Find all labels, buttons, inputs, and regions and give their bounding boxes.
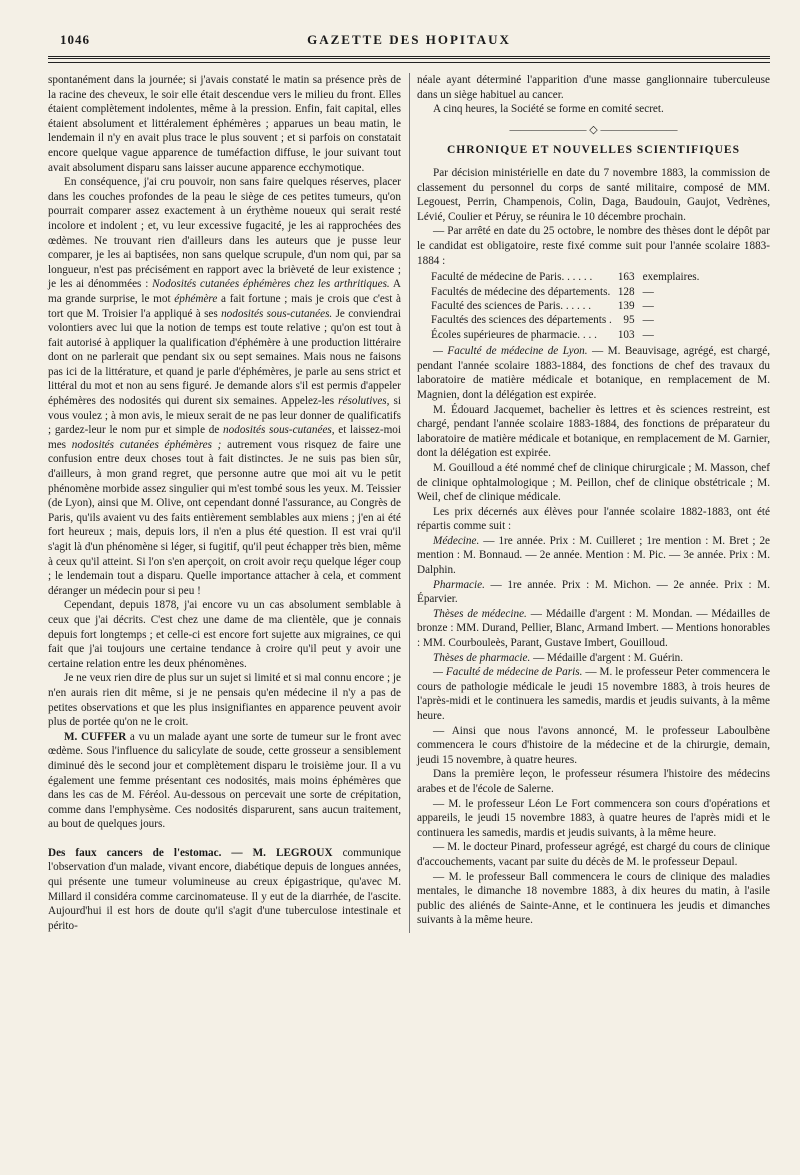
faculty-num: 103: [617, 328, 635, 341]
faculty-unit: —: [642, 299, 654, 312]
divider-ornament: ——————— ◇ ———————: [509, 123, 678, 136]
faculty-num: 139: [617, 299, 635, 312]
prize-item: Médecine. — 1re année. Prix : M. Cuilleret ; 1re mention : M. Bret ; 2e mention : M. Bonnaud. — 2e année. Mention : M. Pic. — 3e année. Prix : M. Dalphin.: [417, 534, 771, 577]
faculty-row: [431, 328, 705, 342]
news-item: — M. le professeur Léon Le Fort commencera son cours d'opérations et appareils, le jeudi 15 novembre 1883, à quatre heures de l'après midi et le continuera les samedis, mardis et jeudis suivants, à la même heure.: [417, 797, 770, 839]
faculty-unit: —: [642, 314, 654, 327]
columns: [48, 73, 770, 933]
term: Nodosités cutanées éphémères chez les arthritiques.: [152, 278, 390, 291]
faculty-row: [431, 285, 705, 299]
paragraph: spontanément dans la journée; si j'avais constaté le matin sa présence près de la racine des cheveux, le soir elle était descendue vers le milieu du front. Elles étaient complètement indolentes, même à la pression. Enfin, fait capital, elles étaient absolument et littéralement éphémères ; apparues un beau matin, le lendemain il n'y en avait plus trace le plus souvent ; et si parfois on constatait encore quelque vague apparence de tuméfaction diffuse, le jour suivant tout avait absolument disparu sans laisser aucune apparence ecchymotique.: [48, 74, 401, 174]
paragraph: A cinq heures, la Société se forme en comité secret.: [433, 103, 664, 116]
news-item: Par décision ministérielle en date du 7 novembre 1883, la commission de classement du personnel du corps de santé militaire, composé de MM. Legouest, Perrin, Champenois, Colin, Daga, Baudouin, Gaujot, Vedrènes, Lévié, Coulier et Péruy, se réunira le 10 décembre prochain.: [417, 166, 770, 223]
news-item: — M. le professeur Ball commencera le cours de clinique des maladies mentales, le dimanche 18 novembre 1883, à dix heures du matin, à l'asile public des aliénés de Sainte-Anne, et le continuera les jeudis et dimanches suivants à la même heure.: [417, 870, 770, 927]
prize-item: Thèses de pharmacie. — Médaille d'argent : M. Guérin.: [433, 651, 684, 664]
prize-item: Thèses de médecine. — Médaille d'argent : M. Mondan. — Médailles de bronze : MM. Durand, Pellier, Blanc, Armand Imbert. — Mentions honorables : MM. Courbouleès, Parant, Gustave Imbert, Gouilloud.: [417, 607, 770, 650]
faculty-num: 163: [617, 271, 635, 284]
faculty-row: [431, 299, 705, 313]
faculty-row: [431, 313, 705, 327]
speaker-name: M. CUFFER: [64, 730, 127, 743]
prize-item: Pharmacie. — 1re année. Prix : M. Michon. — 2e année. Prix : M. Éparvier.: [417, 578, 770, 606]
header-rule: [48, 56, 770, 63]
news-item: — Faculté de médecine de Paris. — M. le professeur Peter commencera le cours de pathologie médicale le jeudi 15 novembre 1883, à trois heures de l'après-midi et le continuera les samedis, mardis et jeudis suivants, à la même heure.: [417, 666, 771, 722]
paragraph: Cependant, depuis 1878, j'ai encore vu un cas absolument semblable à ceux que j'ai décrits. C'est chez une dame de ma clientèle, que je connais depuis fort longtemps ; et celle-ci est encore fort sujette aux migraines, ce qui fait que j'ai toujours une certaine tendance à croire qu'il peut y avoir une certaine relation entre les deux phénomènes.: [48, 599, 401, 670]
right-column: [417, 73, 770, 933]
journal-title: GAZETTE DES HOPITAUX: [307, 32, 511, 47]
news-item: — Faculté de médecine de Lyon. — M. Beauvisage, agrégé, est chargé, pendant l'année scolaire 1883-1884, des fonctions de chef des travaux du laboratoire de matière médicale et botanique, en remplacement de M. Magnien, dont la délégation est expirée.: [417, 345, 771, 401]
faculty-table: [431, 270, 705, 342]
running-header: [48, 28, 770, 50]
paragraph: Je ne veux rien dire de plus sur un sujet si limité et si mal connu encore ; je n'en aurais rien dit même, si je ne pensais qu'en médecine il n'y a pas de petites observations et que les plus insignifiantes en apparence peuvent avoir plus de portée qu'on ne le croit.: [48, 672, 401, 729]
faculty-unit: —: [642, 285, 654, 298]
faculty-unit: —: [642, 328, 654, 341]
speaker-name: — M. LEGROUX: [231, 846, 333, 859]
chronicle-heading: CHRONIQUE ET NOUVELLES SCIENTIFIQUES: [446, 144, 740, 157]
faculty-num: 128: [617, 285, 635, 298]
column-divider: [409, 73, 410, 933]
faculty-unit: exemplaires.: [642, 271, 700, 284]
faculty-name: Facultés des sciences des départements .: [431, 314, 612, 327]
news-item: M. Gouilloud a été nommé chef de clinique chirurgicale ; M. Masson, chef de clinique ophtalmologique ; M. Peillon, chef de clinique obstétricale ; M. Weil, chef de clinique médicale.: [417, 461, 770, 504]
faculty-name: Facultés de médecine des départements.: [431, 285, 611, 298]
section-heading: Des faux cancers de l'estomac.: [48, 846, 222, 859]
page-number: 1046: [60, 32, 90, 47]
news-item: Les prix décernés aux élèves pour l'année scolaire 1882-1883, ont été répartis comme suit :: [417, 505, 770, 533]
paragraph: M. CUFFER a vu un malade ayant une sorte de tumeur sur le front avec œdème. Sous l'influence du salicylate de soude, cette grosseur a sensiblement diminué dès le second jour et complètement disparu le troisième jour. Il a vu également une femme présentant ces nodosités, mais moins éphémères que dans les cas de M. Féréol. Au-dessous on percevait une sorte de crépitation, comme dans l'emphysème. Ces nodosités disparurent, sans aucun traitement, au bout de quelques jours.: [48, 730, 402, 831]
paragraph: En conséquence, j'ai cru pouvoir, non sans faire quelques réserves, placer dans les couches profondes de la peau le siège de ces petites tumeurs, qu'on pourrait comparer assez exactement à un érythème noueux qui serait resté incolore et indolent ; et, vu leur excessive fugacité, je les ai rapprochées des œdèmes. Ne trouvant rien d'ailleurs dans les auteurs que je pusse leur comparer, je les ai baptisées, non sans quelque scrupule, d'un nom qui, par sa longueur, n'est pas précisément en rapport avec la brièveté de leur existence ; je les ai dénommées : Nodosités cutanées éphémères chez les arthritiques. A ma grande surprise, le mot éphémère a fait fortune ; mais je crois que c'est à tort que M. Troisier l'a appliqué à ses nodosités sous-cutanées. Je conviendrai volontiers avec lui que la notion de temps est toute relative ; qu'on est tout à fait autorisé à appliquer la qualification d'éphémère à une production littéraire dont on ne parlerait que pendant six ou sept semaines. Mais nous ne faisons pas ici de la littérature, et quand je parle d'éphémères, je parle au sens strict et littéral du mot et non au sens figuré. Je demande alors s'il est permis d'appeler éphémères des nodosités qui durent six semaines. Appelez-les résolutives, si vous voulez ; à mon avis, le mieux serait de ne pas leur donner de qualificatifs ; gardez-leur le nom pur et simple de nodosités sous-cutanées, et laissez-moi mes nodosités cutanées éphémères ; autrement vous risquez de faire une confusion entre deux choses tout à fait distinctes. Je ne suis pas bien sûr, d'ailleurs, à mon grand regret, que personne autre que moi ait vu le petit phénomène morbide assez singulier qui m'est tombé sous les yeux. M. Teissier (de Lyon), ainsi que M. Olive, ont cependant donné l'assurance, au Congrès de Paris, qu'ils avaient vu des faits entièrement semblables aux miens ; j'en ai été fort heureux ; mais, depuis lors, il n'en a plus été question. Il est vrai qu'il s'agit là d'un phénomène si léger, si fugitif, qu'il peut échapper très bien, même à ceux qu'il atteint. Si l'on s'en aperçoit, on croit avoir reçu quelque léger coup ; le lendemain tout a disparu. Quelle importance attacher à cela, et comment déranger un médecin pour si peu !: [48, 176, 402, 597]
news-item: — M. le docteur Pinard, professeur agrégé, est chargé du cours de clinique d'accouchements, vacant par suite du décès de M. le professeur Depaul.: [417, 841, 770, 868]
news-item: M. Édouard Jacquemet, bachelier ès lettres et ès sciences restreint, est chargé, pendant l'année scolaire 1883-1884, des fonctions de préparateur du laboratoire de matière médicale et botanique, en remplacement de M. Garnier, dont la délégation est expirée.: [417, 403, 770, 460]
news-item: — Ainsi que nous l'avons annoncé, M. le professeur Laboulbène commencera le cours d'histoire de la médecine et de la chirurgie, demain, jeudi 15 novembre, à quatre heures.: [417, 724, 770, 766]
faculty-row: [431, 270, 705, 284]
faculty-name: Faculté des sciences de Paris. . . . . .: [431, 299, 592, 312]
section-paragraph: Des faux cancers de l'estomac. — M. LEGROUX communique l'observation d'un malade, vivant encore, diabétique depuis de longues années, qui présente une tumeur volumineuse au creux épigastrique, qu'avec M. Millard il considéra comme carcinomateuse. Il y eut de la diarrhée, de l'ascite. Aujourd'hui il est hors de doute qu'il s'agit d'une tuberculose intestinale et périto-: [48, 846, 402, 932]
news-item: — Par arrêté en date du 25 octobre, le nombre des thèses dont le dépôt par le candidat est obligatoire, reste fixé comme suit pour l'année scolaire 1883-1884 :: [417, 225, 770, 267]
faculty-num: 95: [623, 314, 635, 327]
faculty-name: Écoles supérieures de pharmacie. . . .: [431, 328, 597, 341]
paragraph: néale ayant déterminé l'apparition d'une masse ganglionnaire tuberculeuse dans un siège habituel au cancer.: [417, 74, 770, 101]
faculty-name: Faculté de médecine de Paris. . . . . .: [431, 271, 593, 284]
left-column: [48, 73, 401, 933]
news-item: Dans la première leçon, le professeur résumera l'histoire des médecins arabes et de l'école de Salerne.: [417, 768, 770, 795]
